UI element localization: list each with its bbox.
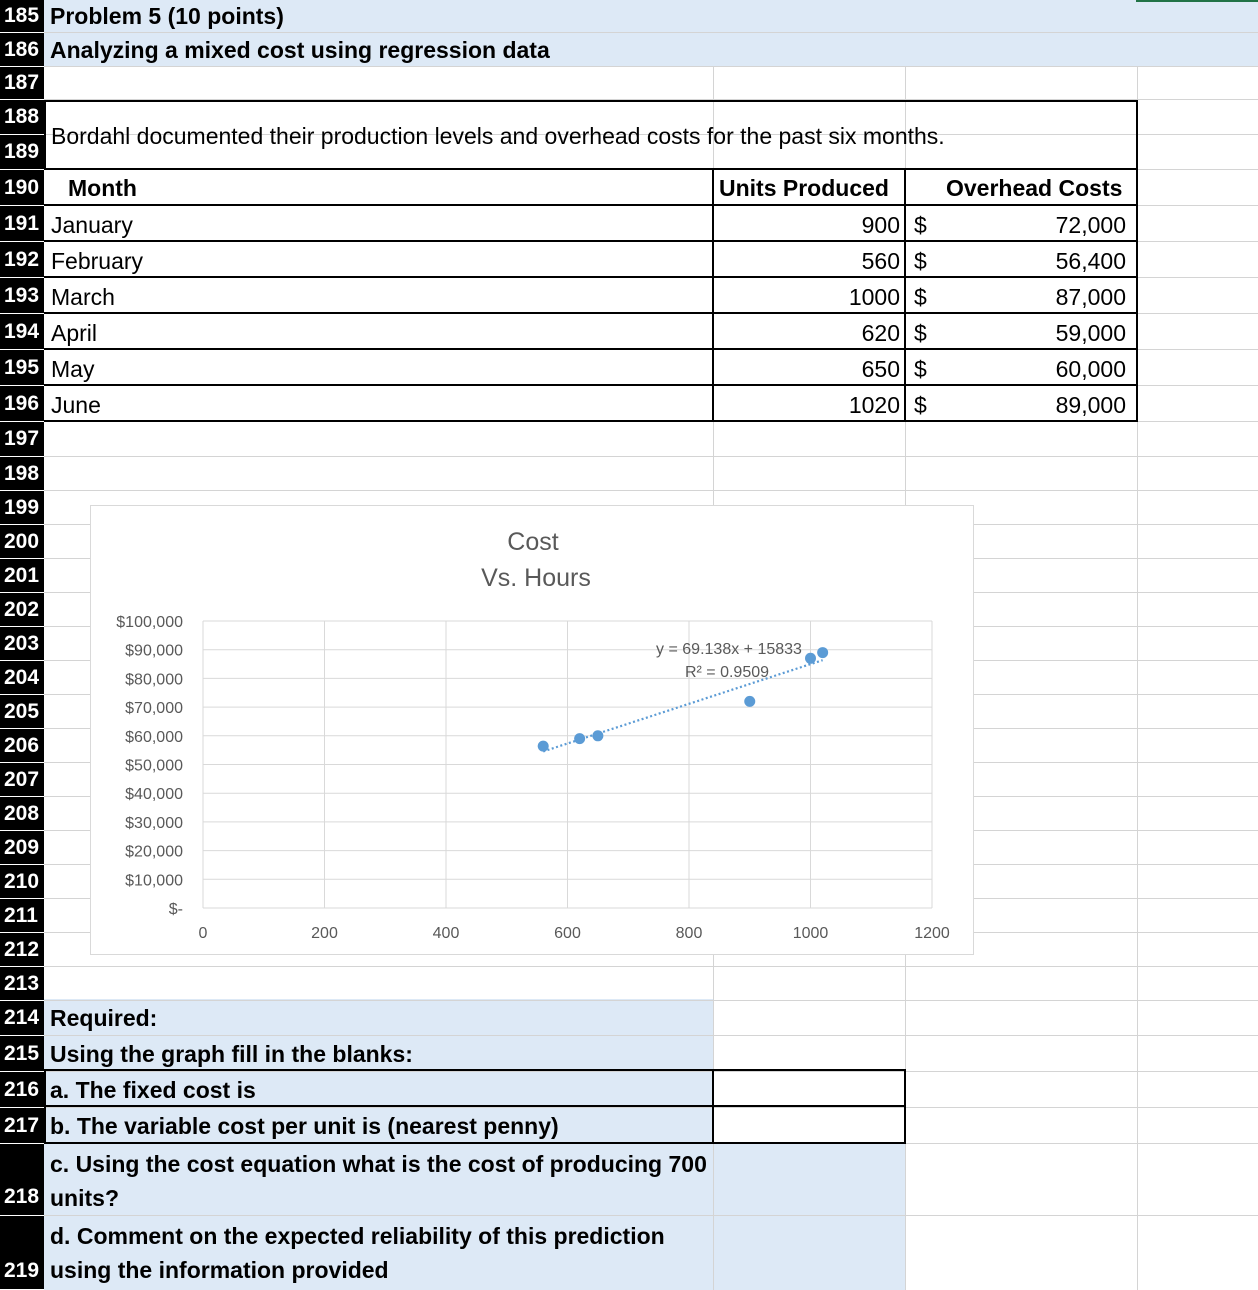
row-gridline <box>44 32 1258 33</box>
row-header[interactable]: 211 <box>0 899 44 932</box>
row-header[interactable]: 186 <box>0 33 44 66</box>
row-header[interactable]: 202 <box>0 593 44 626</box>
overhead-cost-cell[interactable]: 89,000 <box>1055 392 1126 418</box>
row-header[interactable]: 194 <box>0 314 44 349</box>
problem-subtitle: Analyzing a mixed cost using regression data <box>50 37 550 63</box>
data-point[interactable] <box>538 741 549 752</box>
row-gridline <box>44 1000 1258 1001</box>
row-header[interactable]: 191 <box>0 206 44 241</box>
data-point[interactable] <box>574 733 585 744</box>
y-tick-label: $40,000 <box>125 786 183 804</box>
description-text: Bordahl documented their production levels and overhead costs for the past six months. <box>51 123 945 149</box>
row-header[interactable]: 197 <box>0 422 44 456</box>
x-tick-label: 800 <box>675 925 703 942</box>
units-cell[interactable]: 650 <box>861 356 900 382</box>
row-header[interactable]: 206 <box>0 729 44 762</box>
row-header[interactable]: 190 <box>0 170 44 205</box>
question-c-line1: c. Using the cost equation what is the cost of producing 700 <box>50 1151 707 1177</box>
y-tick-label: $- <box>168 901 183 918</box>
question-c-line2: units? <box>50 1185 119 1211</box>
required-instruction: Using the graph fill in the blanks: <box>50 1041 413 1067</box>
x-tick-label: 200 <box>311 925 338 942</box>
row-header[interactable]: 217 <box>0 1108 44 1143</box>
currency-symbol[interactable]: $ <box>914 248 927 274</box>
month-cell[interactable]: February <box>51 248 144 274</box>
row-header[interactable]: 204 <box>0 661 44 694</box>
question-b-label: b. The variable cost per unit is (nearest penny) <box>50 1113 559 1139</box>
row-header[interactable]: 187 <box>0 67 44 99</box>
row-header[interactable]: 215 <box>0 1036 44 1071</box>
y-tick-label: $50,000 <box>125 757 183 775</box>
problem-title: Problem 5 (10 points) <box>50 3 284 29</box>
units-cell[interactable]: 620 <box>861 320 900 346</box>
row-header[interactable]: 189 <box>0 135 44 169</box>
row-gridline <box>44 966 1258 967</box>
row-header[interactable]: 207 <box>0 763 44 796</box>
y-tick-label: $60,000 <box>125 728 183 746</box>
row-header[interactable]: 210 <box>0 865 44 898</box>
units-cell[interactable]: 560 <box>861 248 900 274</box>
question-a-label: a. The fixed cost is <box>50 1077 256 1103</box>
x-tick-label: 0 <box>198 925 208 942</box>
question-d-line1: d. Comment on the expected reliability of this prediction <box>50 1223 665 1249</box>
required-heading: Required: <box>50 1005 158 1031</box>
row-header[interactable]: 201 <box>0 559 44 592</box>
row-gridline <box>44 1035 1258 1036</box>
y-tick-label: $90,000 <box>125 642 183 660</box>
y-axis-ticks <box>116 614 183 918</box>
x-tick-label: 1000 <box>792 925 829 942</box>
data-point[interactable] <box>744 696 755 707</box>
y-tick-label: $30,000 <box>125 814 183 832</box>
row-header[interactable]: 212 <box>0 933 44 966</box>
trendline-path <box>543 660 822 751</box>
row-header[interactable]: 196 <box>0 386 44 421</box>
month-cell[interactable]: April <box>51 320 98 346</box>
trendline <box>543 660 822 751</box>
row-header[interactable]: 209 <box>0 831 44 864</box>
month-cell[interactable]: March <box>51 284 115 310</box>
row-header[interactable]: 203 <box>0 627 44 660</box>
currency-symbol[interactable]: $ <box>914 284 927 310</box>
units-cell[interactable]: 1020 <box>848 392 900 418</box>
row-header[interactable]: 192 <box>0 242 44 277</box>
x-tick-label: 400 <box>432 925 460 942</box>
row-header[interactable]: 193 <box>0 278 44 313</box>
x-tick-label: 1200 <box>914 925 950 942</box>
month-cell[interactable]: June <box>51 392 101 418</box>
row-gridline <box>44 456 1258 457</box>
currency-symbol[interactable]: $ <box>914 212 927 238</box>
chart-title: Cost <box>507 528 559 556</box>
currency-symbol[interactable]: $ <box>914 356 927 382</box>
data-point[interactable] <box>592 730 603 741</box>
y-tick-label: $100,000 <box>116 614 183 631</box>
x-axis-ticks <box>199 925 950 942</box>
row-header[interactable]: 213 <box>0 967 44 1000</box>
units-cell[interactable]: 1000 <box>848 284 900 310</box>
currency-symbol[interactable]: $ <box>914 320 927 346</box>
row-header[interactable]: 185 <box>0 0 44 32</box>
overhead-cost-cell[interactable]: 87,000 <box>1055 284 1126 310</box>
row-header[interactable]: 216 <box>0 1072 44 1107</box>
row-header[interactable]: 205 <box>0 695 44 728</box>
answer-a-cell[interactable] <box>714 1071 904 1105</box>
row-header[interactable]: 188 <box>0 100 44 134</box>
chart-gridlines <box>203 621 932 908</box>
row-header[interactable]: 218 <box>0 1144 44 1215</box>
column-header-units: Units Produced <box>719 175 889 201</box>
row-header[interactable]: 214 <box>0 1001 44 1035</box>
overhead-cost-cell[interactable]: 56,400 <box>1055 248 1126 274</box>
row-header[interactable]: 198 <box>0 457 44 490</box>
row-header[interactable]: 200 <box>0 525 44 558</box>
units-cell[interactable]: 900 <box>861 212 900 238</box>
row-header[interactable]: 208 <box>0 797 44 830</box>
row-header[interactable]: 195 <box>0 350 44 385</box>
x-tick-label: 600 <box>554 925 581 942</box>
chart-canvas <box>91 506 975 956</box>
month-cell[interactable]: January <box>51 212 133 238</box>
row-gridline <box>44 490 1258 491</box>
y-tick-label: $20,000 <box>125 843 183 861</box>
currency-symbol[interactable]: $ <box>914 392 927 418</box>
y-tick-label: $10,000 <box>125 872 183 890</box>
month-cell[interactable]: May <box>51 356 95 382</box>
row-header[interactable]: 219 <box>0 1216 44 1289</box>
trendline-equation: y = 69.138x + 15833 <box>656 641 802 658</box>
selection-accent <box>1136 0 1258 2</box>
chart-subtitle: Vs. Hours <box>481 564 591 592</box>
row-gridline <box>44 66 1258 67</box>
row-header[interactable]: 199 <box>0 491 44 524</box>
data-point[interactable] <box>805 653 816 664</box>
answer-b-cell[interactable] <box>714 1107 904 1142</box>
question-d-line2: using the information provided <box>50 1257 389 1283</box>
y-tick-label: $80,000 <box>125 671 183 689</box>
overhead-cost-cell[interactable]: 72,000 <box>1055 212 1126 238</box>
overhead-cost-cell[interactable]: 60,000 <box>1055 356 1126 382</box>
cost-scatter-chart[interactable] <box>90 505 974 955</box>
column-header-month: Month <box>68 175 137 201</box>
y-tick-label: $70,000 <box>125 700 183 718</box>
overhead-cost-cell[interactable]: 59,000 <box>1055 320 1126 346</box>
trendline-r-squared: R² = 0.9509 <box>684 664 770 681</box>
row-gridline <box>44 1215 1258 1216</box>
data-point[interactable] <box>817 647 828 658</box>
column-header-costs: Overhead Costs <box>946 175 1123 201</box>
